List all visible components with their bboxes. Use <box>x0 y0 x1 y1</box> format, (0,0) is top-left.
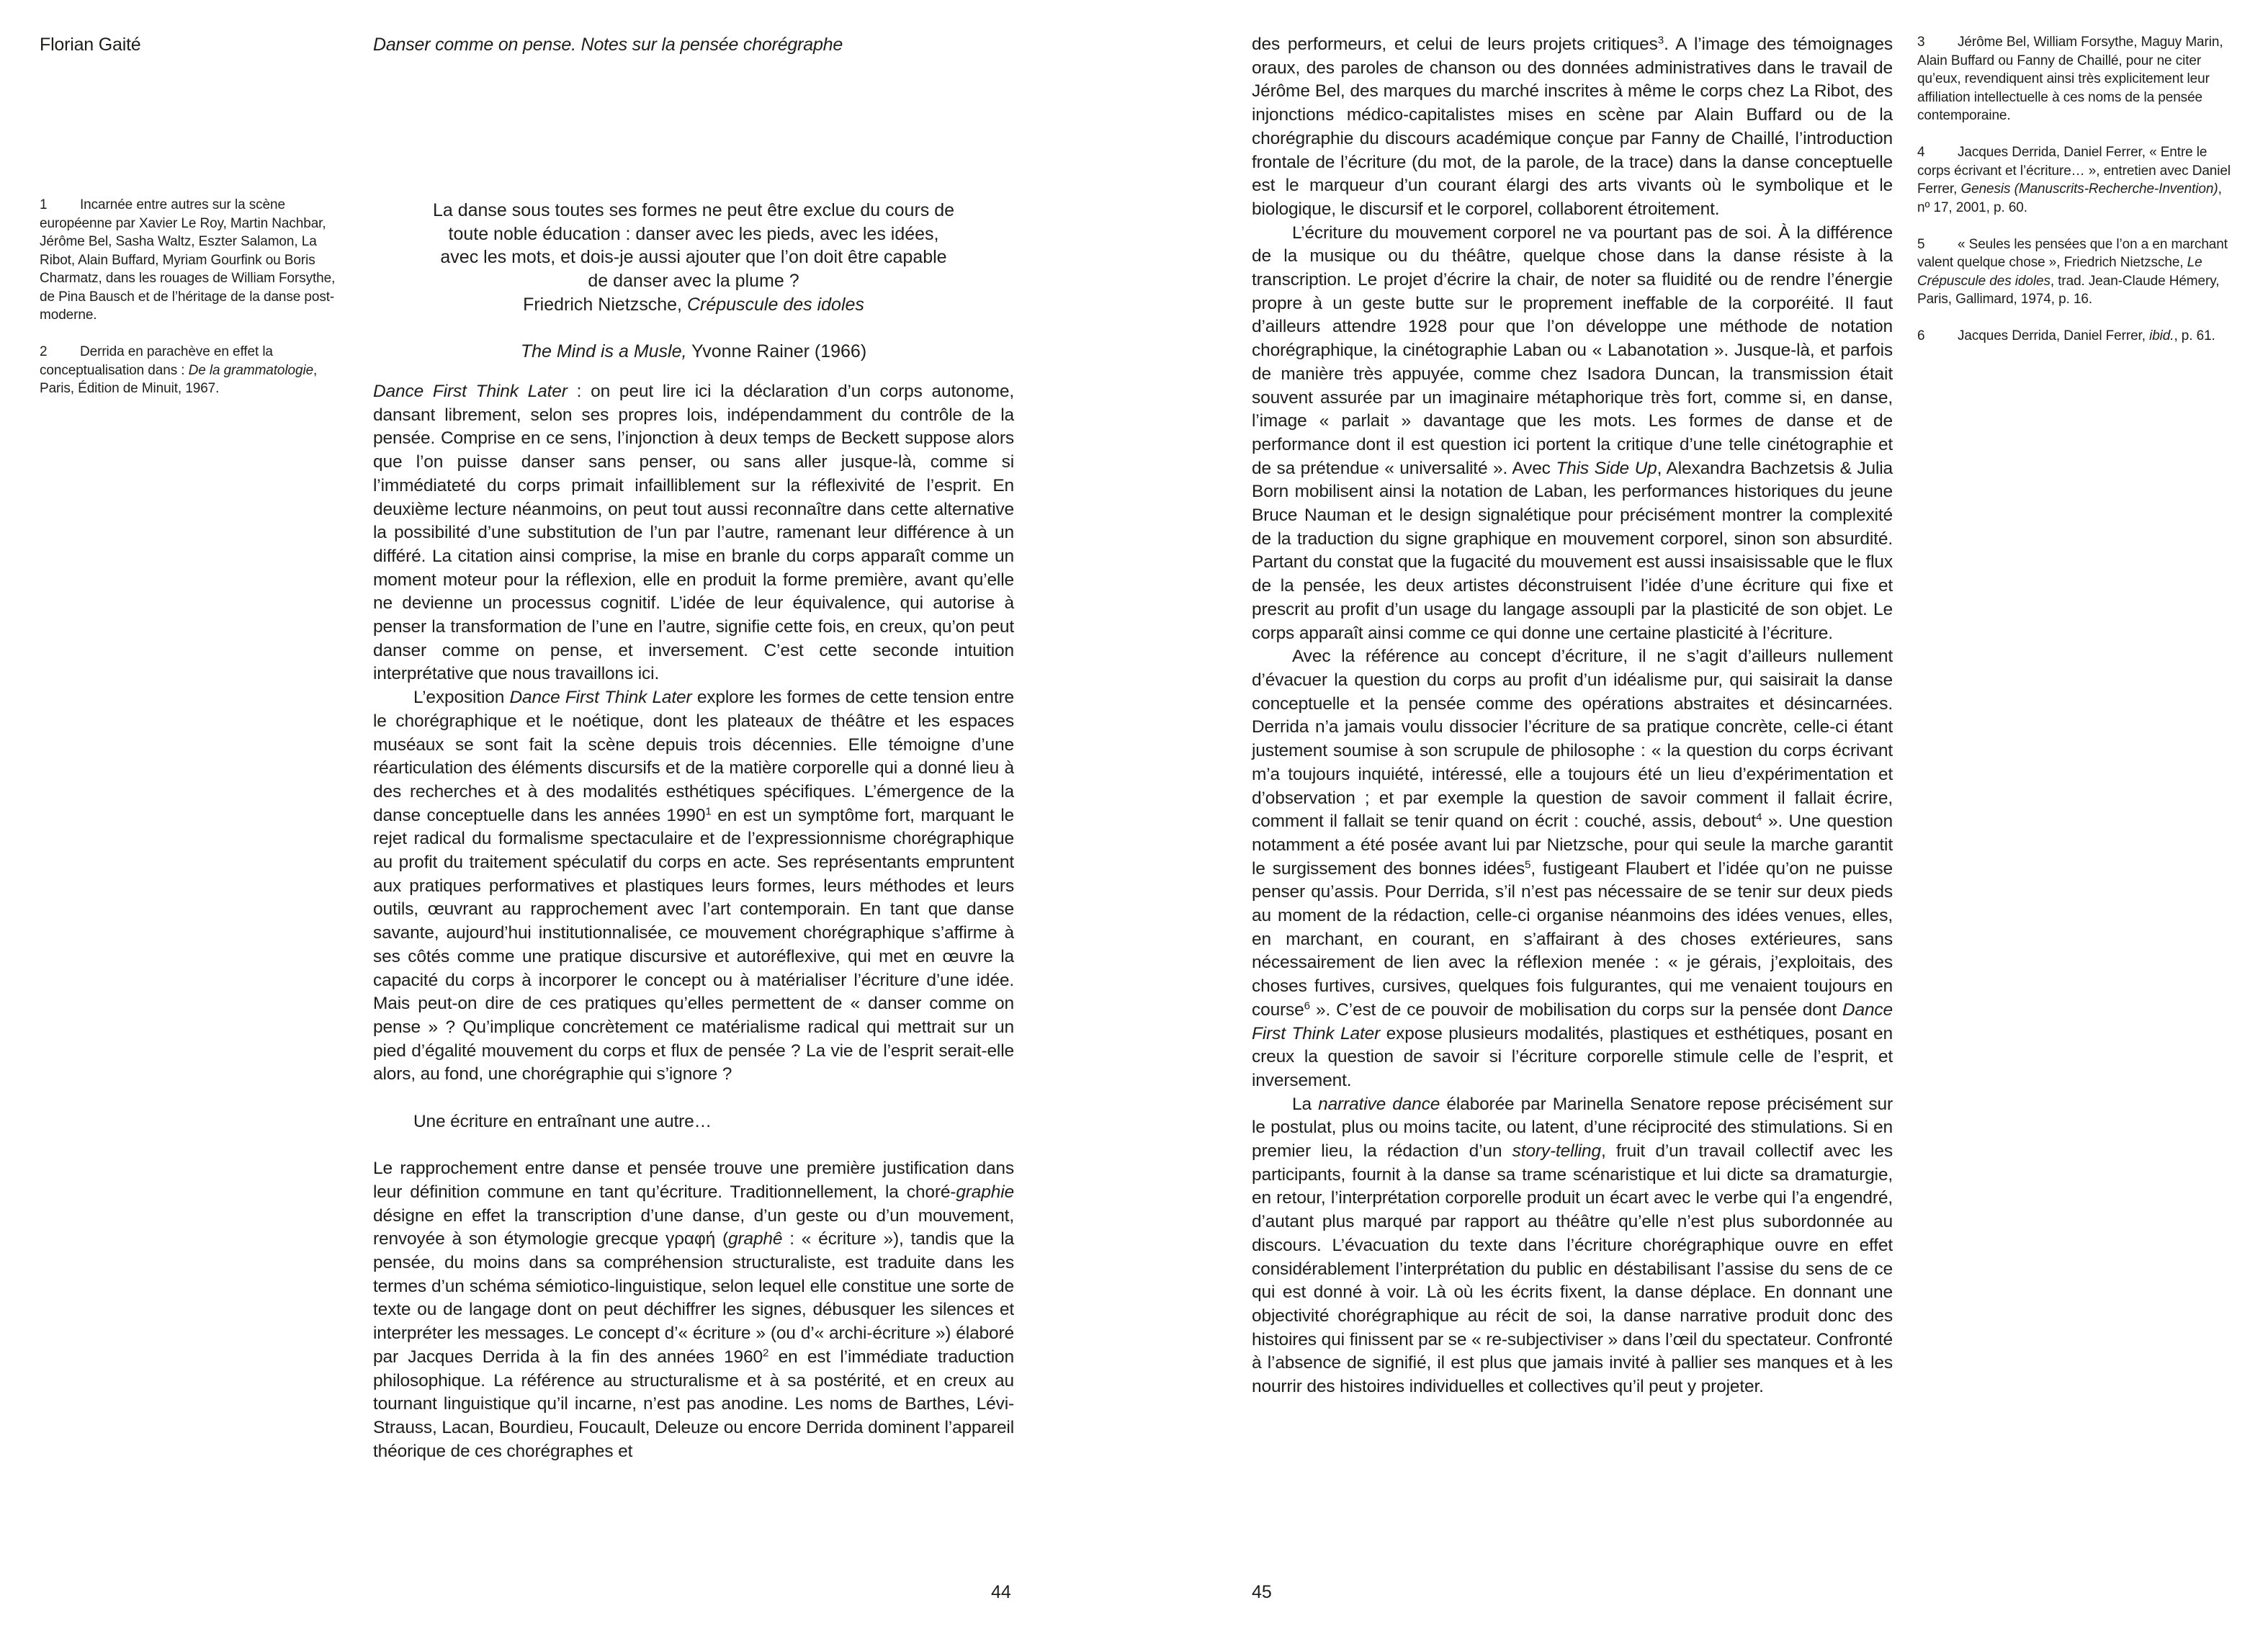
footnote-number: 6 <box>1917 328 1925 343</box>
footnote <box>40 343 342 398</box>
epigraph-quote-line: toute noble éducation : danser avec les pieds, avec les idées, <box>448 223 939 244</box>
italic-text: Dance First Think Later <box>373 382 568 401</box>
footnote <box>1917 33 2234 125</box>
text-run: L’exposition <box>413 688 510 708</box>
text-run: explore les formes de cette tension entre le chorégraphique et le noétique, dont les plateaux de théâtre et les espaces muséaux se sont fait la scène depuis trois décennies. Elle témoigne d’une réarticulation des éléments discursifs et de la matière corporelle qui a donné lieu à des recherches et à des modalités esthétiques spécifiques. L’émergence de la danse conceptuelle dans les années 1990 <box>373 688 1014 825</box>
page-number-right: 45 <box>1252 1582 1272 1602</box>
italic-text: story-telling <box>1512 1141 1601 1162</box>
text-run: Jérôme Bel, William Forsythe, Maguy Marin, Alain Buffard ou Fanny de Chaillé, pour ne citer qu’eux, revendiquent ainsi très explicitement leur affiliation intellectuelle à ces noms de la pensée contemporaine. <box>1917 35 2223 123</box>
epigraph-quote-line: de danser avec la plume ? <box>588 271 799 292</box>
text-run: élaborée par Marinella Senatore repose précisément sur le postulat, plus ou moins tacite, ou latent, d’une réciprocité des stimulations. Si en premier lieu, la rédaction d’un <box>1252 1094 1893 1162</box>
text-run: , Paris, Édition de Minuit, 1967. <box>40 362 318 396</box>
italic-text: Genesis (Manuscrits-Recherche-Invention) <box>1960 181 2218 197</box>
epigraph-second <box>373 340 1014 364</box>
paragraph <box>1252 222 1893 646</box>
italic-text: De la grammatologie <box>188 362 314 378</box>
footnote-number: 1 <box>40 197 48 212</box>
paragraph <box>1252 645 1893 1092</box>
epigraph-second-author: Yvonne Rainer (1966) <box>686 341 867 362</box>
page-number-left: 44 <box>991 1582 1011 1602</box>
paragraph <box>1252 33 1893 222</box>
text-run: , trad. Jean-Claude Hémery, Paris, Gallimard, 1974, p. 16. <box>1917 273 2220 307</box>
footnote <box>40 196 342 325</box>
text-run: expose plusieurs modalités, plastiques et esthétiques, posant en creux la question de savoir si l’écriture corporelle stimule celle de l’esprit, et inversement. <box>1252 1023 1893 1090</box>
body-text-right-page <box>1252 33 1893 1399</box>
text-run: en est un symptôme fort, marquant le rejet radical du formalisme spectaculaire et de l’expressionnisme chorégraphique au profit du traitement spéculatif du corps en acte. Ses représentants empruntent aux pratiques performatives et plastiques leurs formes, leurs méthodes et leurs outils, œuvrant au rapprochement avec l’art contemporain. En tant que danse savante, aujourd’hui institutionnalisée, ce mouvement chorégraphique s’affirme à ses côtés comme une pratique discursive et autoréflexive, qui met en œuvre la capacité du corps à incorporer le concept ou à matérialiser l’écriture d’une idée. Mais peut-on dire de ces pratiques qu’elles permettent de « danser comme on pense » ? Qu’implique concrètement ce matérialisme radical qui mettrait sur un pied d’égalité mouvement du corps et flux de pensée ? La vie de l’esprit serait-elle alors, au fond, une chorégraphie qui s’ignore ? <box>373 805 1015 1084</box>
text-run: Une écriture en entraînant une autre… <box>413 1111 712 1131</box>
text-run: ». C’est de ce pouvoir de mobilisation du corps sur la pensée dont <box>1309 1000 1842 1020</box>
epigraph-attribution <box>373 293 1014 317</box>
footnote <box>1917 143 2234 217</box>
footnote-ref[interactable]: 3 <box>1657 34 1664 47</box>
footnote-ref[interactable]: 1 <box>705 805 712 818</box>
italic-text: Dance First Think Later <box>1252 1000 1893 1043</box>
text-run: , Alexandra Bachzetsis & Julia Born mobilisent ainsi la notation de Laban, les performances historiques du jeune Bruce Nauman et le design signalétique pour précisément montrer la complexité de la traduction du signe graphique en mouvement corporel, sinon son absurdité. Partant du constat que la fugacité du mouvement est aussi insaisissable que le flux de la pensée, les deux artistes déconstruisent l’idée d’une écriture qui fixe et prescrit au profit d’un usage du langage assoupli par la plasticité de son objet. Le corps apparaît ainsi comme ce qui donne une certaine plasticité à l’écriture. <box>1252 458 1893 643</box>
section-heading <box>373 1110 1014 1134</box>
epigraph-author: Friedrich Nietzsche, <box>523 294 687 315</box>
italic-text: graphê <box>728 1229 783 1249</box>
text-run: L’écriture du mouvement corporel ne va pourtant pas de soi. À la différence de la musique ou du théâtre, quelque chose dans la danse résiste à la transcription. Le projet d’écrire la chair, de noter sa fluidité ou de rendre l’énergie propre à un geste butte sur le proprement ineffable de la corporéité. Il faut d’ailleurs attendre 1928 pour que l’on développe une méthode de notation chorégraphique, la cinétographie Laban ou « Labanotation ». Jusque-là, et parfois de manière très appuyée, comme chez Isadora Duncan, la transmission était souvent assurée par un imaginaire métaphorique très fort, comme si, en danse, l’image « parlait » davantage que les mots. Les formes de danse et de performance dont il est question ici portent la critique d’une telle cinétographie et de sa prétendue « universalité ». Avec <box>1252 223 1893 478</box>
body-text-left-page <box>373 380 1014 1463</box>
text-run: Avec la référence au concept d’écriture, il ne s’agit d’ailleurs nullement d’évacuer la question du corps au profit d’un idéalisme pur, qui saisirait la danse conceptuelle et la pensée comme des opérations abstraites et désincarnées. Derrida n’a jamais voulu dissocier l’écriture de sa pratique concrète, celle-ci étant justement soumise à son scrupule de philosophe : « la question du corps écrivant m’a toujours inquiété, intéressé, elle a toujours été un lieu d’expérimentation et d’observation ; et par exemple la question de savoir comment il fallait écrire, comment il fallait se tenir quand on écrit : couché, assis, debout <box>1252 647 1893 832</box>
footnote-ref[interactable]: 5 <box>1525 858 1531 871</box>
paragraph <box>373 380 1014 686</box>
running-header-title: Danser comme on pense. Notes sur la pensée chorégraphe <box>373 35 843 55</box>
epigraph-quote-line: La danse sous toutes ses formes ne peut être exclue du cours de <box>432 200 955 220</box>
running-header-author: Florian Gaité <box>40 35 141 55</box>
footnote <box>1917 327 2234 346</box>
text-run: ». Une question notamment a été posée avant lui par Nietzsche, pour qui seule la marche garantit le surgissement des bonnes idées <box>1252 812 1893 879</box>
paragraph <box>373 686 1014 1087</box>
text-run: La <box>1292 1094 1319 1114</box>
epigraph-second-work: The Mind is a Musle, <box>520 341 687 362</box>
epigraph-work: Crépuscule des idoles <box>686 294 864 315</box>
footnote-ref[interactable]: 2 <box>762 1347 769 1360</box>
footnote-number: 5 <box>1917 236 1925 252</box>
italic-text: graphie <box>956 1182 1014 1202</box>
text-run: Jacques Derrida, Daniel Ferrer, <box>1958 328 2150 343</box>
text-run: , p. 61. <box>2174 328 2215 343</box>
text-run: désigne en effet la transcription d’une danse, d’un geste ou d’un mouvement, renvoyée à son étymologie grecque γραφή ( <box>373 1205 1014 1249</box>
footnote-number: 3 <box>1917 35 1925 50</box>
footnote-ref[interactable]: 6 <box>1304 1000 1310 1012</box>
italic-text: This Side Up <box>1556 458 1657 478</box>
italic-text: Dance First Think Later <box>509 688 692 708</box>
text-run: , fustigeant Flaubert et l’idée qu’on ne puisse penser qu’assis. Pour Derrida, s’il n’est pas nécessaire de se tenir sur deux pieds au moment de la rédaction, celle-ci organise néanmoins des idées venues, elles, en marchant, en courant, en s’affairant à des choses extérieures, sans nécessairement de lien avec la réflexion menée : « je gérais, j’exploitais, des choses furtives, cursives, quelques fois fulgurantes, qui me venaient toujours en course <box>1252 858 1893 1020</box>
text-run: , fruit d’un travail collectif avec les participants, fournit à la danse sa trame scénaristique et lui dicte sa dramaturgie, en retour, l’interprétation corporelle produit un écart avec le verbe qui l’a engendré, d’autant plus marqué par rapport au théâtre qu’elle n’est plus subordonnée au discours. L’évacuation du texte dans l’écriture chorégraphique ouvre en effet considérablement l’interprétation du public en déstabilisant l’assise du sens de ce qui est donné à voir. Là où les écrits fixent, la danse déplace. En donnant une objectivité chorégraphique au récit de soi, la danse narrative produit donc des histoires qui finissent par se « re-subjectiviser » dans l’œil du spectateur. Confronté à l’absence de signifié, il est plus que jamais invité à pallier ses manques et à les nourrir des histoires individuelles et collectives qu’il peut y projeter. <box>1252 1141 1893 1397</box>
text-run: . A l’image des témoignages oraux, des paroles de chanson ou des données administratives dans le travail de Jérôme Bel, des marques du marché inscrites à même le corps chez La Ribot, des injonctions médico-capitalistes mises en scène par Alain Buffard ou de la chorégraphie du discours académique conçue par Fanny de Chaillé, l’introduction frontale de l’écriture (du mot, de la parole, de la trace) dans la danse conceptuelle est le marqueur d’un courant élargi des arts vivants où le symbolique et le biologique, le discursif et le corporel, collaborent étroitement. <box>1252 35 1893 219</box>
text-run: « Seules les pensées que l’on a en marchant valent quelque chose », Friedrich Nietzsche, <box>1917 236 2228 270</box>
italic-text: Le Crépuscule des idoles <box>1917 255 2202 289</box>
italic-text: narrative dance <box>1318 1094 1440 1114</box>
italic-text: ibid. <box>2149 328 2174 343</box>
text-run: , nº 17, 2001, p. 60. <box>1917 181 2222 215</box>
footnote-number: 2 <box>40 344 48 359</box>
text-run: Jacques Derrida, Daniel Ferrer, « Entre le corps écrivant et l’écriture… », entretien avec Daniel Ferrer, <box>1917 145 2231 197</box>
epigraph <box>373 199 1014 364</box>
footnote-ref[interactable]: 4 <box>1756 811 1762 824</box>
text-run: Le rapprochement entre danse et pensée trouve une première justification dans leur définition commune en tant qu’écriture. Traditionnellement, la choré- <box>373 1159 1014 1202</box>
footnote-number: 4 <box>1917 145 1925 160</box>
footnotes-right <box>1917 33 2234 364</box>
text-run: : on peut lire ici la déclaration d’un corps autonome, dansant librement, selon ses propres lois, indépendamment du contrôle de la pensée. Comprise en ce sens, l’injonction à deux temps de Beckett suppose alors que l’on puisse danser sans penser, ou sans aller jusque-là, comme si l’immédiateté du corps primait infailliblement sur la réflexivité de l’esprit. En deuxième lecture néanmoins, on peut tout aussi reconnaître dans cette alternative la possibilité d’une substitution de l’un par l’autre, ramenant leur différence à un différé. La citation ainsi comprise, la mise en branle du corps apparaît comme un moment moteur pour la réflexion, elle en produit la forme première, avant qu’elle ne devienne un processus cognitif. L’idée de leur équivalence, qui autorise à penser la transformation de l’une en l’autre, signifie cette fois, en creux, qu’on peut danser comme on pense, et inversement. C’est cette seconde intuition interprétative que nous travaillons ici. <box>373 382 1014 684</box>
text-run: Derrida en parachève en effet la conceptualisation dans : <box>40 344 273 378</box>
paragraph <box>1252 1093 1893 1399</box>
text-run: des performeurs, et celui de leurs projets critiques <box>1252 35 1658 54</box>
text-run: : « écriture »), tandis que la pensée, du moins dans sa compréhension structuraliste, est traduite dans les termes d’un schéma sémiotico-linguistique, selon lequel elle constitue une sorte de texte ou de langage dont on peut déchiffrer les signes, débusquer les silences et interpréter les messages. Le concept d’« écriture » (ou d’« archi-écriture ») élaboré par Jacques Derrida à la fin des années 1960 <box>373 1229 1014 1367</box>
footnote <box>1917 235 2234 309</box>
footnotes-left <box>40 196 342 416</box>
epigraph-quote-line: avec les mots, et dois-je aussi ajouter que l’on doit être capable <box>440 247 947 268</box>
text-run: Incarnée entre autres sur la scène européenne par Xavier Le Roy, Martin Nachbar, Jérôme Bel, Sasha Waltz, Eszter Salamon, La Ribot, Alain Buffard, Myriam Gourfink ou Boris Charmatz, dans les rouages de William Forsythe, de Pina Bausch et de l’héritage de la danse post-moderne. <box>40 197 336 323</box>
paragraph <box>373 1157 1014 1463</box>
text-run: en est l’immédiate traduction philosophique. La référence au structuralisme et à sa postérité, et en creux au tournant linguistique qu’il incarne, n’est pas anodine. Les noms de Barthes, Lévi-Strauss, Lacan, Bourdieu, Foucault, Deleuze ou encore Derrida dominent l’appareil théorique de ces chorégraphes et <box>373 1347 1014 1461</box>
